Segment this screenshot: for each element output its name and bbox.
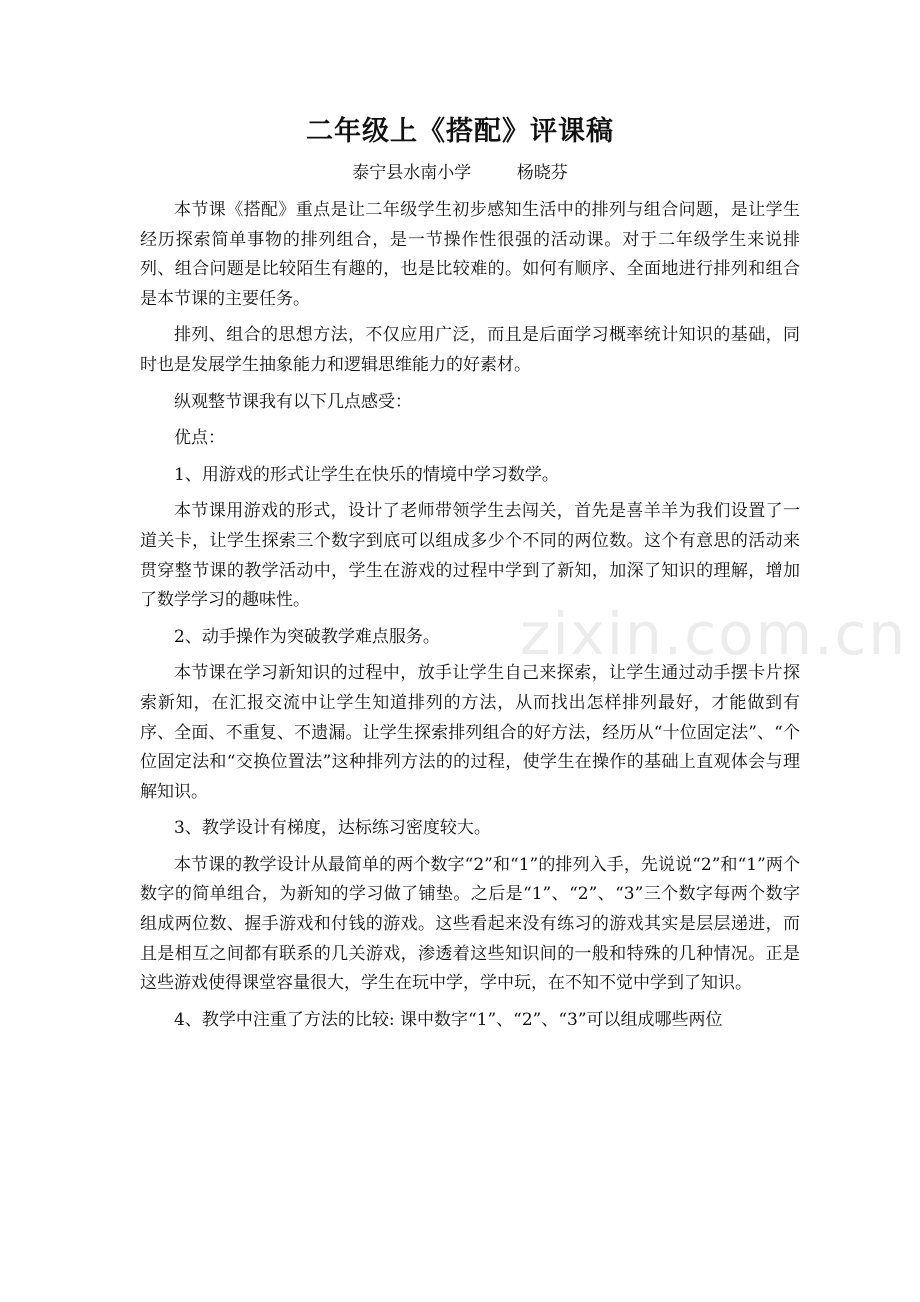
author-name: 杨晓芬 <box>516 163 568 183</box>
paragraph: 本节课在学习新知识的过程中，放手让学生自己来探索，让学生通过动手摆卡片探索新知，在汇报交流中让学生知道排列的方法，从而找出怎样排列最好，才能做到有序、全面、不重复、不遗漏。让学生探索排列组合的好方法，经历从“十位固定法”、“个位固定法和“交换位置法”这种排列方法的的过程，使学生在操作的基础上直观体会与理解知识。 <box>140 663 800 802</box>
paragraph: 本节课《搭配》重点是让二年级学生初步感知生活中的排列与组合问题，是让学生经历探索简单事物的排列组合，是一节操作性很强的活动课。对于二年级学生来说排列、组合问题是比较陌生有趣的，也是比较难的。如何有顺序、全面地进行排列和组合是本节课的主要任务。 <box>140 200 800 309</box>
paragraph: 优点： <box>174 428 225 449</box>
document-title: 二年级上《搭配》评课稿 <box>306 116 614 147</box>
section-heading: 3、教学设计有梯度，达标练习密度较大。 <box>174 818 491 839</box>
body-text <box>140 196 800 1042</box>
watermark: zixin.com.cn <box>520 600 908 668</box>
paragraph: 排列、组合的思想方法，不仅应用广泛，而且是后面学习概率统计知识的基础，同时也是发展学生抽象能力和逻辑思维能力的好素材。 <box>140 325 800 375</box>
paragraph: 本节课用游戏的形式，设计了老师带领学生去闯关，首先是喜羊羊为我们设置了一道关卡，让学生探索三个数字到底可以组成多少个不同的两位数。这个有意思的活动来贯穿整节课的教学活动中，学生在游戏的过程中学到了新知，加深了知识的理解，增加了数学学习的趣味性。 <box>140 501 800 611</box>
section-heading: 2、动手操作为突破教学难点服务。 <box>174 626 440 647</box>
paragraph: 本节课的教学设计从最简单的两个数字“2”和“1”的排列入手，先说说“2”和“1”两个数字的简单组合，为新知的学习做了铺垫。之后是“1”、“2”、“3”三个数字每两个数字组成两位数、握手游戏和付钱的游戏。这些看起来没有练习的游戏其实是层层递进，而且是相互之间都有联系的几关游戏，渗透着这些知识间的一般和特殊的几种情况。正是这些游戏使得课堂容量很大，学生在玩中学，学中玩，在不知不觉中学到了知识。 <box>140 854 800 994</box>
section-heading: 1、用游戏的形式让学生在快乐的情境中学习数学。 <box>174 464 559 485</box>
paragraph: 纵观整节课我有以下几点感受： <box>174 391 412 412</box>
byline <box>0 160 920 186</box>
section-heading: 4、教学中注重了方法的比较: 课中数字“1”、“2”、“3”可以组成哪些两位 <box>174 1009 723 1030</box>
school-name: 泰宁县水南小学 <box>352 163 472 183</box>
